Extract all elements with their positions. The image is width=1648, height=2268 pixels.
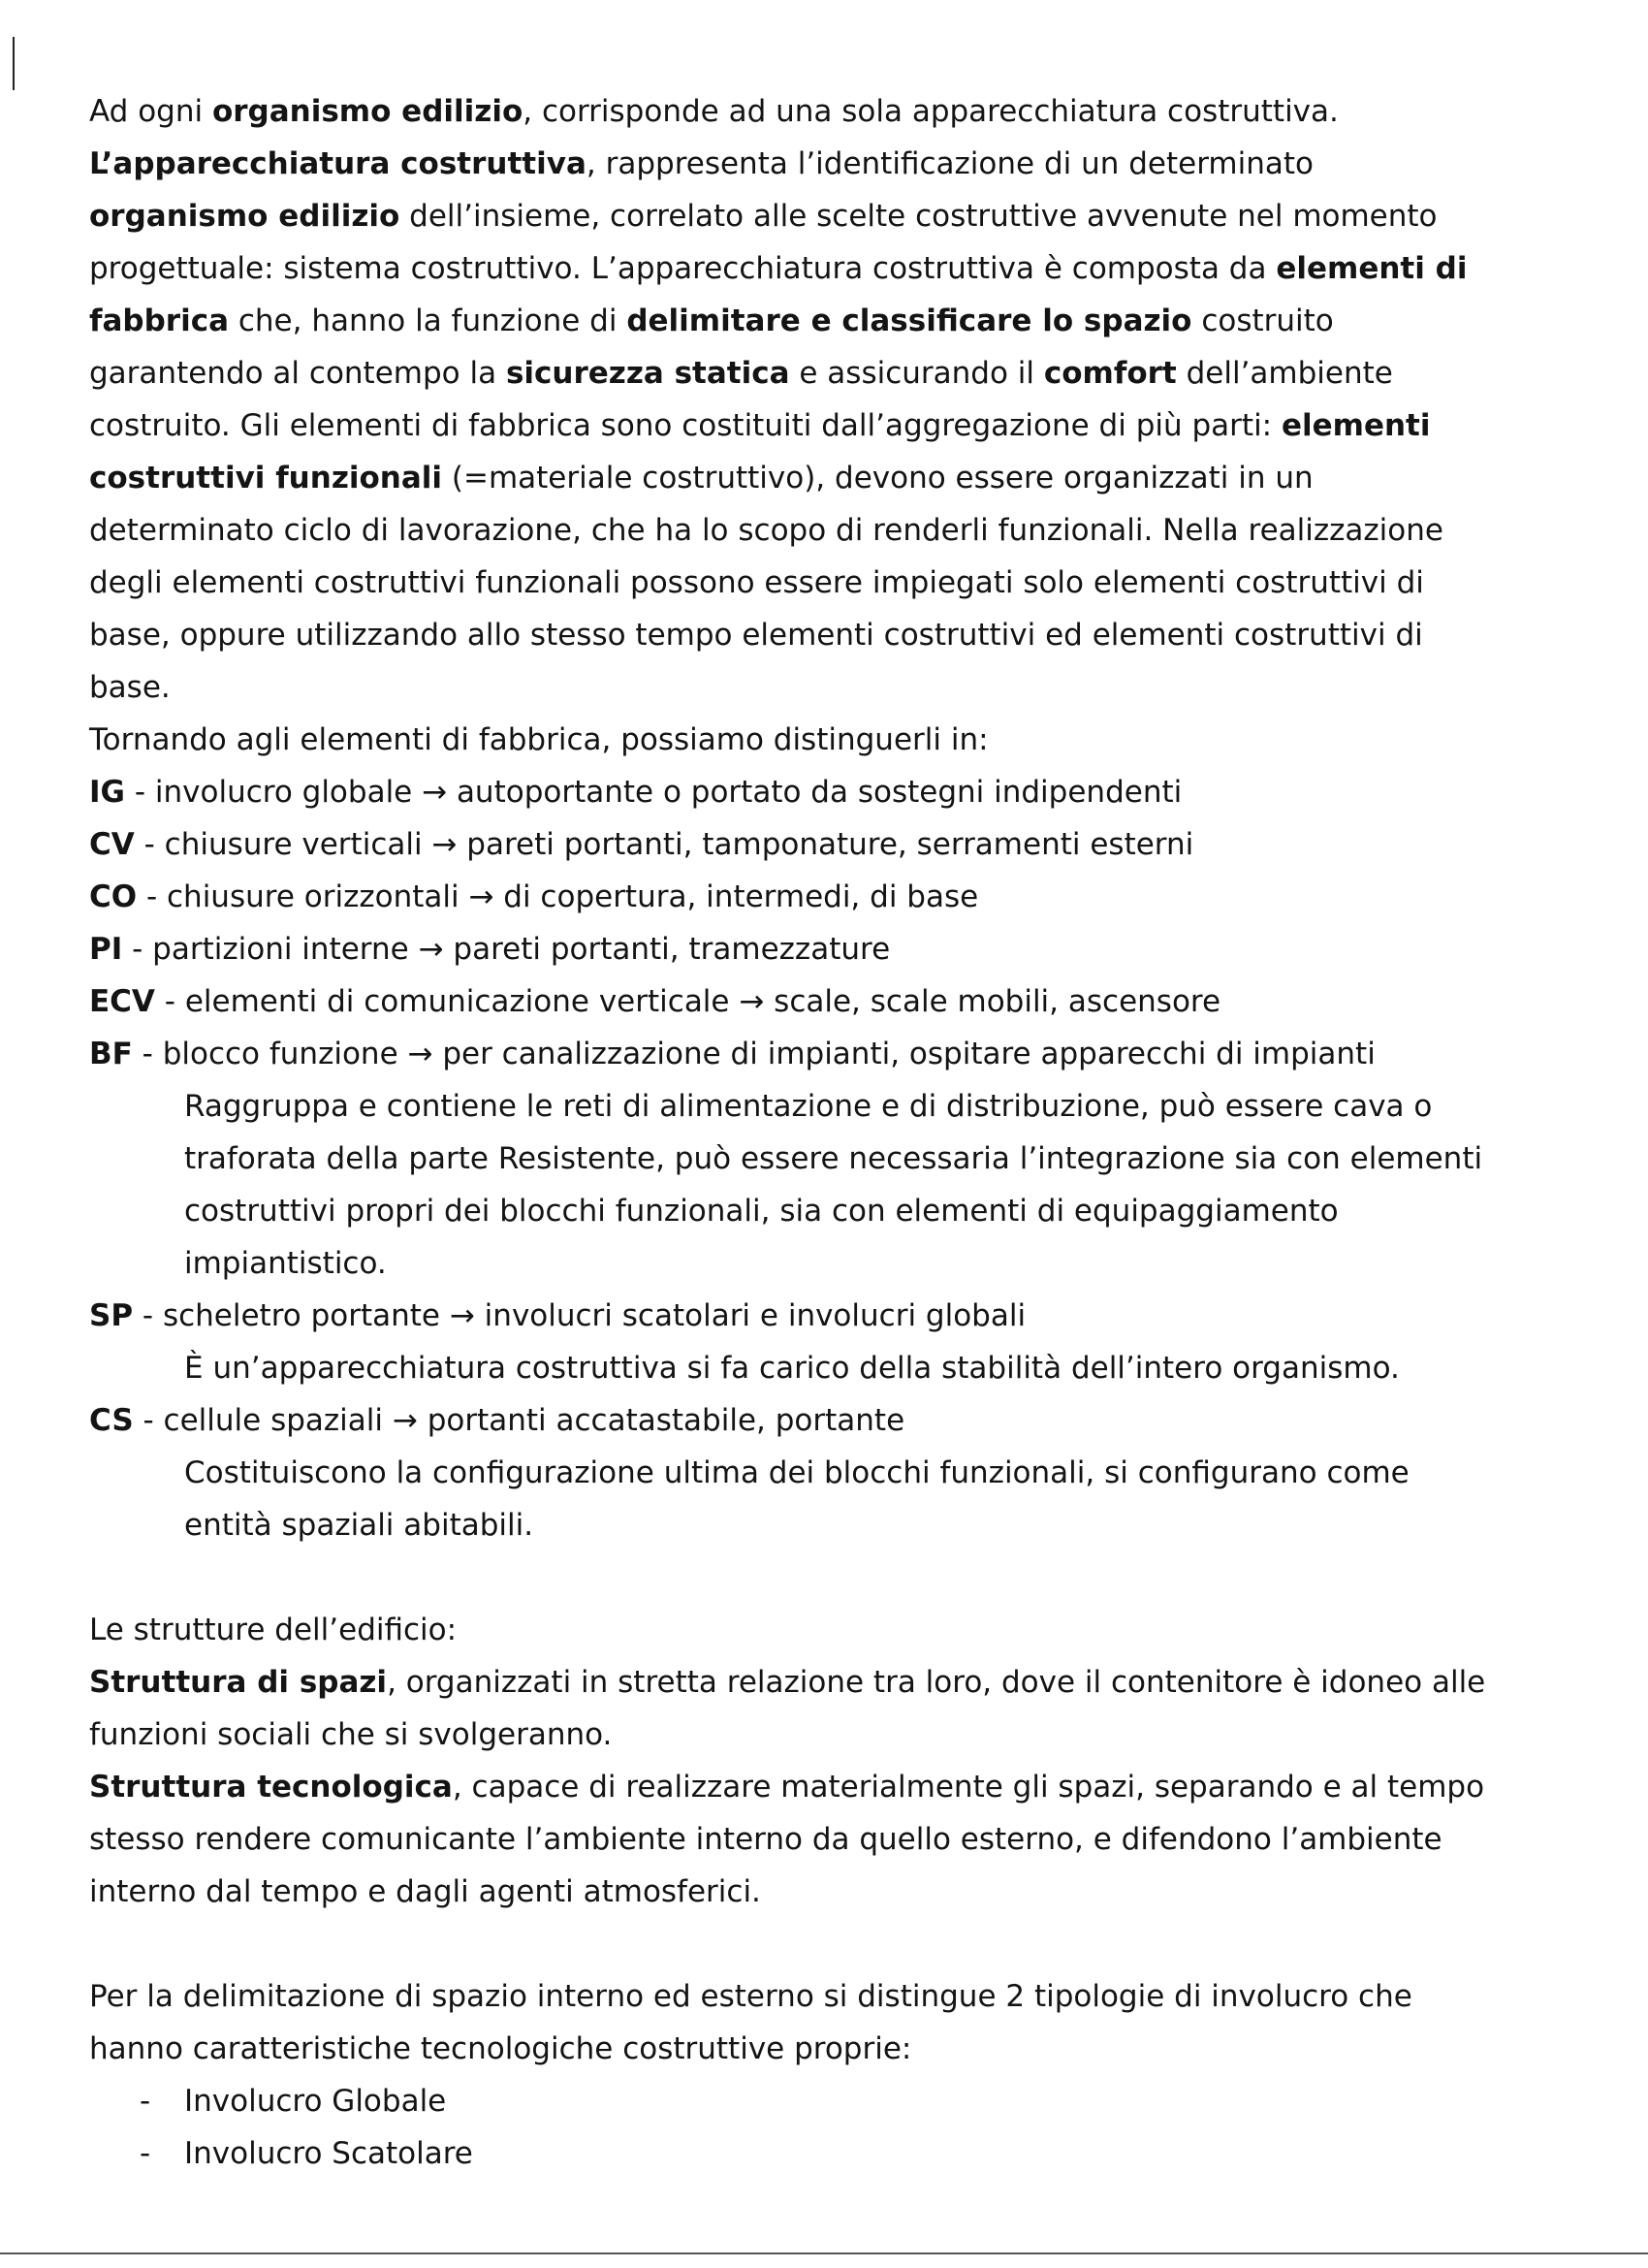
category-co	[89, 871, 1500, 923]
text-run: (=materiale costruttivo), devono essere organizzati in un determinato ciclo di lavorazione, che ha lo scopo di renderli funzionali. Nella realizzazione degli elementi costruttivi funzionali possono essere impiegati solo elementi costruttivi di base, oppure utilizzando allo stesso tempo elementi costruttivi ed elementi costruttivi di base.	[89, 461, 1443, 705]
spacer	[89, 1918, 1500, 1970]
category-code: IG	[89, 775, 125, 810]
text-run: che, hanno la funzione di	[229, 303, 627, 338]
definition-paragraph	[89, 138, 1500, 714]
category-sp	[89, 1290, 1500, 1342]
bold-term: comfort	[1043, 356, 1177, 391]
category-code: PI	[89, 932, 123, 967]
category-text: - chiusure orizzontali → di copertura, intermedi, di base	[137, 879, 979, 914]
text-run: , corrisponde ad una sola apparecchiatura costruttiva.	[523, 94, 1339, 129]
text-run: e assicurando il	[789, 356, 1044, 391]
category-bf	[89, 1028, 1500, 1080]
text-run: costruito garantendo al contempo la	[89, 303, 1334, 391]
category-text: - chiusure verticali → pareti portanti, tamponature, serramenti esterni	[134, 827, 1194, 862]
structure-spaces	[89, 1656, 1500, 1761]
scan-mark	[13, 37, 15, 90]
category-code: CS	[89, 1403, 134, 1438]
intro-paragraph	[89, 85, 1500, 138]
category-text: - blocco funzione → per canalizzazione di impianti, ospitare apparecchi di impianti	[132, 1037, 1376, 1071]
category-text: - cellule spaziali → portanti accatastabile, portante	[133, 1403, 905, 1438]
structure-tech	[89, 1761, 1500, 1918]
bold-term: organismo edilizio	[211, 94, 523, 129]
text-run: , capace di realizzare materialmente gli spazi, separando e al tempo stesso rendere comunicante l’ambiente interno da quello esterno, e difendono l’ambiente interno dal tempo e dagli agenti atmosferici.	[89, 1770, 1485, 1909]
category-text: - involucro globale → autoportante o portato da sostegni indipendenti	[124, 775, 1183, 810]
bold-term: Struttura tecnologica	[89, 1770, 453, 1805]
structures-intro: Le strutture dell’edificio:	[89, 1613, 458, 1647]
text-run: Ad ogni	[89, 94, 212, 129]
category-code: CO	[89, 879, 138, 914]
bold-term: elementi costruttivi funzionali	[89, 408, 1431, 495]
envelope-intro: Per la delimitazione di spazio interno ed esterno si distingue 2 tipologie di involucro che hanno caratteristiche tecnologiche costruttive proprie:	[89, 1979, 1412, 2066]
cs-note: Costituiscono la configurazione ultima dei blocchi funzionali, si configurano come entità spaziali abitabili.	[184, 1455, 1410, 1543]
category-pi	[89, 923, 1500, 975]
envelope-list	[89, 2075, 1500, 2180]
category-ig	[89, 766, 1500, 818]
category-cs	[89, 1394, 1500, 1447]
list-item: - Involucro Scatolare	[89, 2127, 1500, 2180]
category-code: CV	[89, 827, 135, 862]
category-code: ECV	[89, 984, 155, 1019]
text-run: , rappresenta l’identificazione di un determinato	[586, 146, 1314, 181]
text-run: dell’insieme, correlato alle scelte costruttive avvenute nel momento progettuale: sistema costruttivo. L’apparecchiatura costruttiva è composta da	[89, 199, 1438, 286]
category-ecv	[89, 975, 1500, 1028]
bold-term: sicurezza statica	[505, 356, 790, 391]
document-body	[89, 85, 1500, 2180]
spacer	[89, 1551, 1500, 1604]
category-text: - scheletro portante → involucri scatolari e involucri globali	[133, 1298, 1027, 1333]
category-code: BF	[89, 1037, 133, 1071]
sp-note: È un’apparecchiatura costruttiva si fa carico della stabilità dell’intero organismo.	[184, 1351, 1400, 1386]
bold-term: delimitare e classificare lo spazio	[626, 303, 1192, 338]
text-run: , organizzati in stretta relazione tra loro, dove il contenitore è idoneo alle funzioni sociali che si svolgeranno.	[89, 1665, 1486, 1752]
category-text: - partizioni interne → pareti portanti, tramezzature	[122, 932, 891, 967]
category-text: - elementi di comunicazione verticale → scale, scale mobili, ascensore	[154, 984, 1221, 1019]
bold-term: Struttura di spazi	[89, 1665, 388, 1700]
bold-term: L’apparecchiatura costruttiva	[89, 146, 586, 181]
bold-term: elementi di fabbrica	[89, 251, 1468, 338]
text-run: dell’ambiente costruito. Gli elementi di fabbrica sono costituiti dall’aggregazione di più parti:	[89, 356, 1393, 443]
bf-note: Raggruppa e contiene le reti di alimentazione e di distribuzione, può essere cava o traforata della parte Resistente, può essere necessaria l’integrazione sia con elementi costruttivi propri dei blocchi funzionali, sia con elementi di equipaggiamento impiantistico.	[184, 1089, 1483, 1281]
category-code: SP	[89, 1298, 134, 1333]
bottom-rule	[0, 2252, 1648, 2254]
category-cv	[89, 818, 1500, 871]
categories-intro: Tornando agli elementi di fabbrica, possiamo distinguerli in:	[89, 722, 989, 757]
bold-term: organismo edilizio	[89, 199, 400, 234]
list-item: - Involucro Globale	[89, 2075, 1500, 2127]
